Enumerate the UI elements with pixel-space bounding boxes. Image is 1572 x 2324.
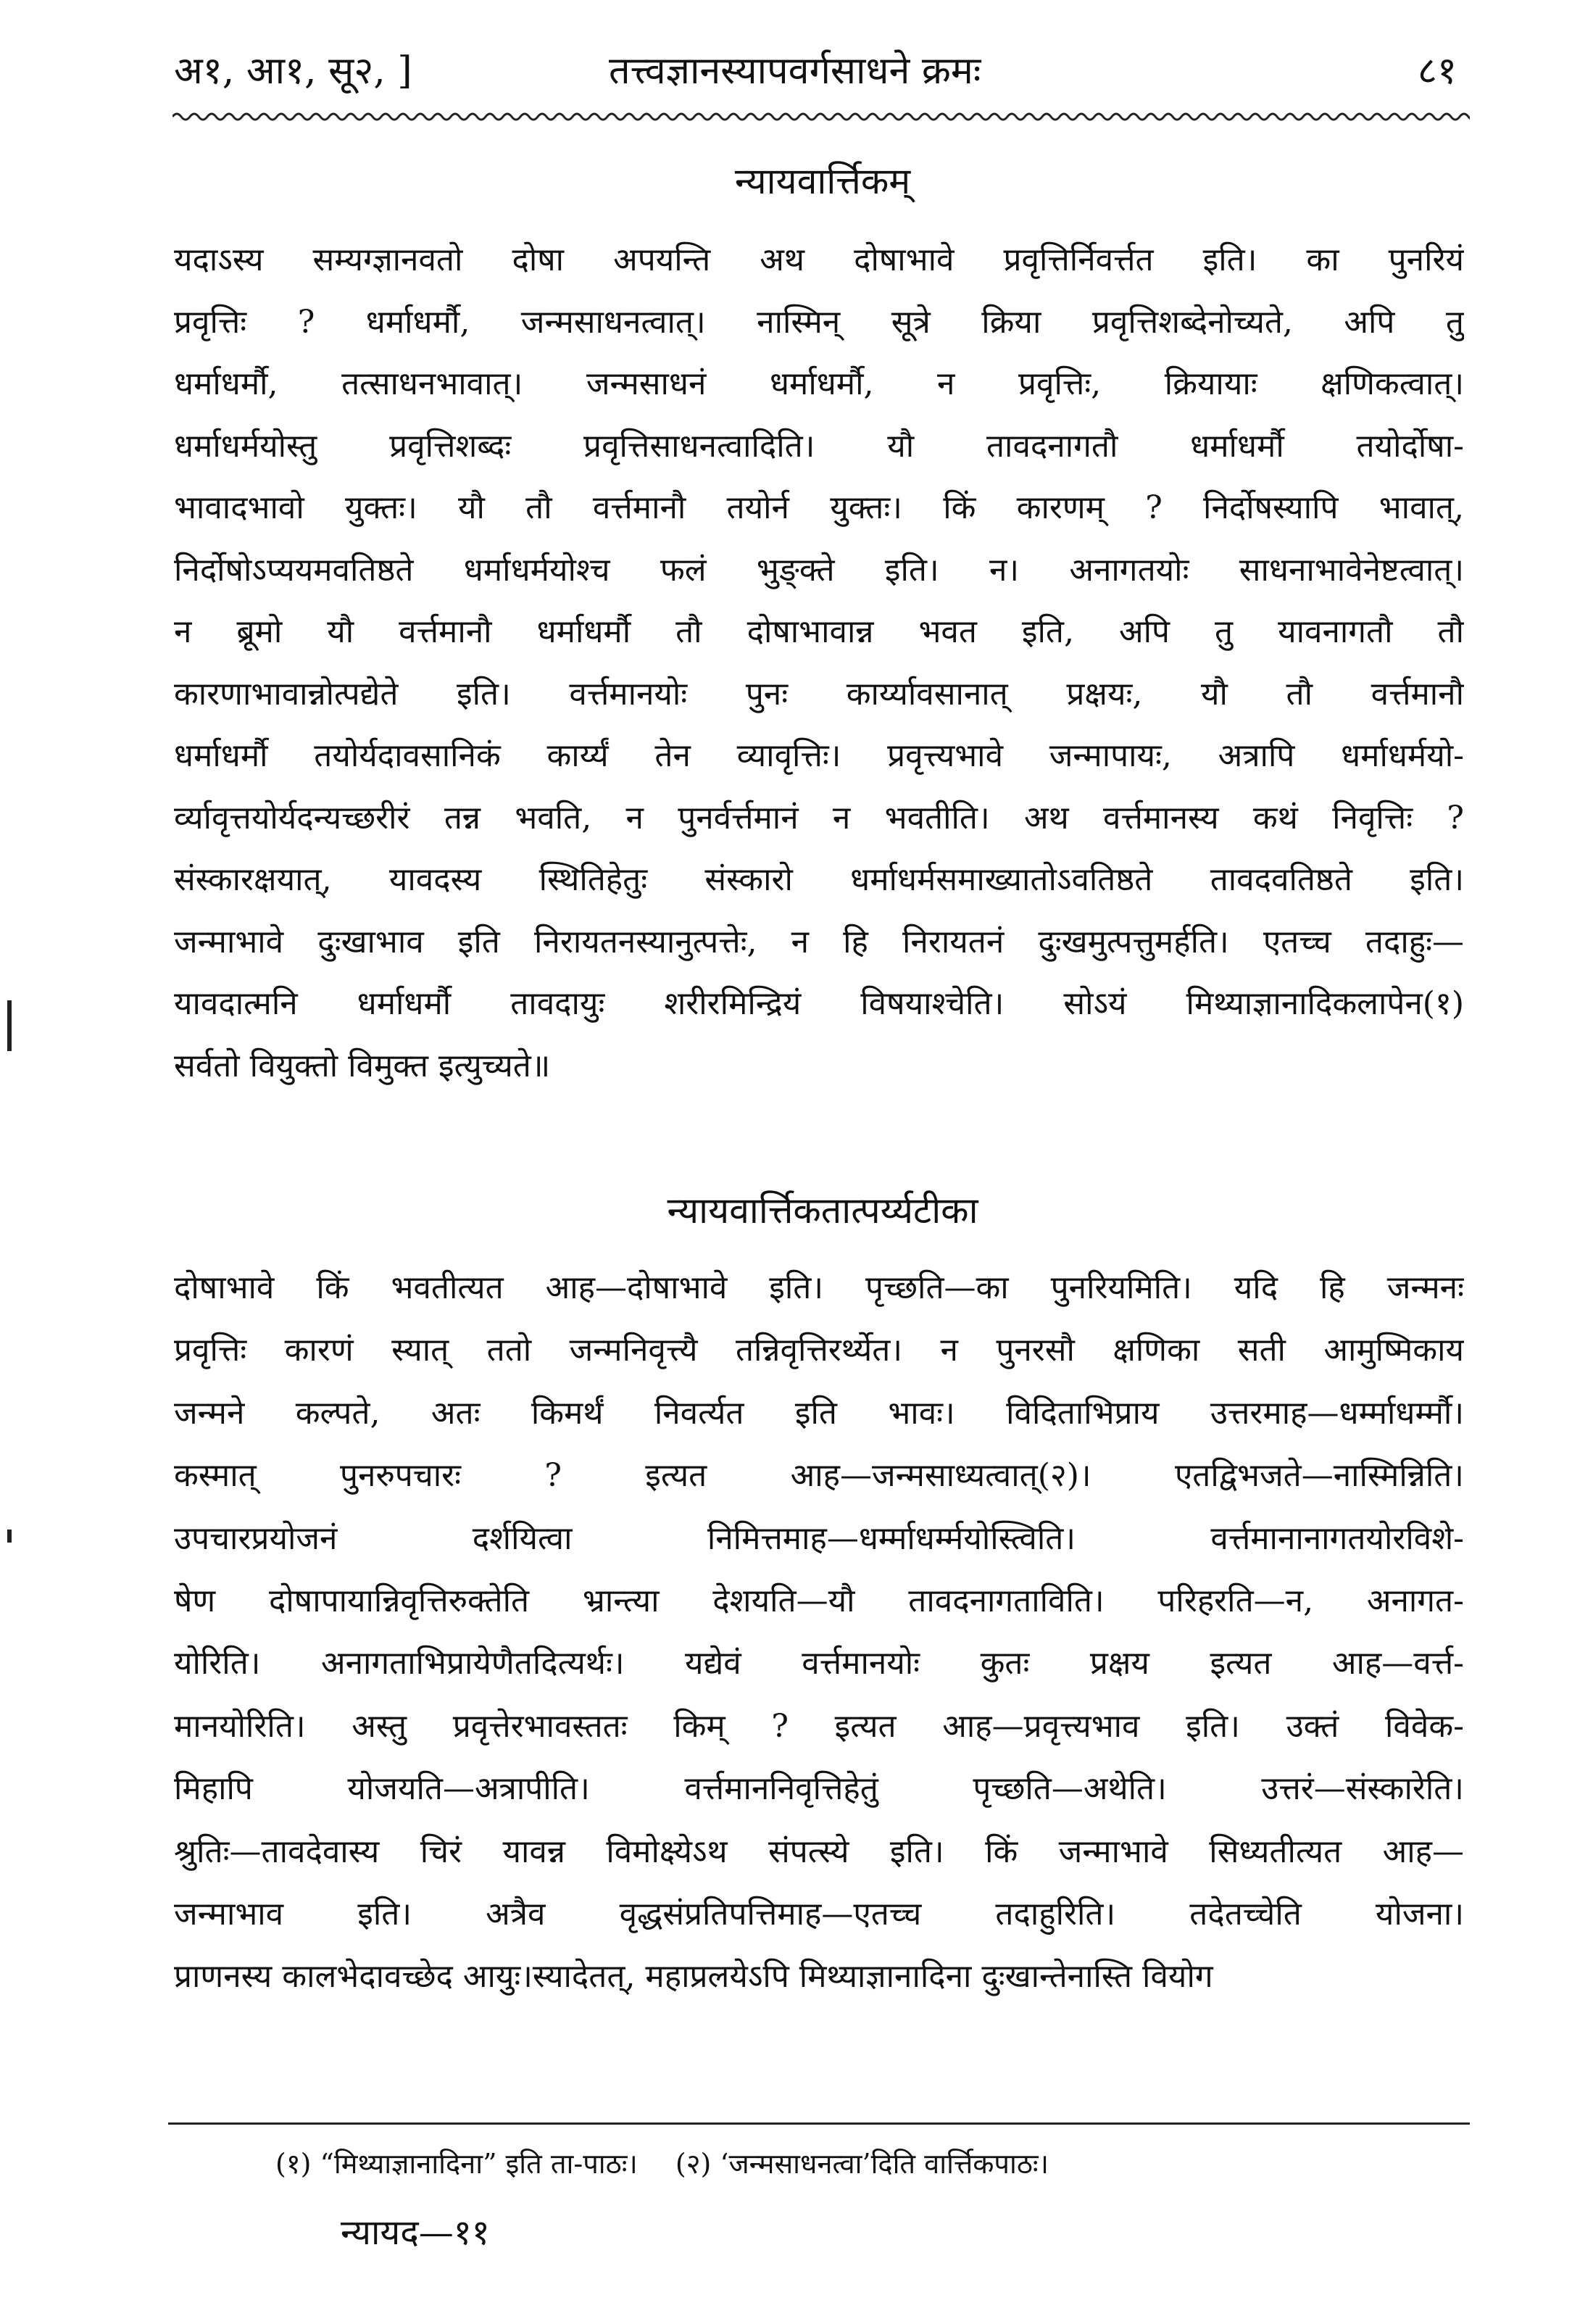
text-line: मिहापि योजयति—अत्रापीति। वर्त्तमाननिवृत्तिहेतुं पृच्छति—अथेति। उत्तरं—संस्कारेति।	[174, 1770, 1464, 1808]
text-line: उपचारप्रयोजनं दर्शयित्वा निमित्तमाह—धर्म्माधर्म्मयोस्त्विति। वर्त्तमानानागतयोरविशे-	[174, 1519, 1464, 1557]
text-line: प्रवृत्तिः कारणं स्यात् ततो जन्मनिवृत्त्यै तन्निवृत्तिरर्थ्येत। न पुनरसौ क्षणिका सती आमुष्मिकाय	[174, 1332, 1464, 1369]
text-line: न ब्रूमो यौ वर्त्तमानौ धर्माधर्मौ तौ दोषाभावान्न भवत इति, अपि तु यावनागतौ तौ	[174, 613, 1464, 650]
text-line: कारणाभावान्नोत्पद्येते इति। वर्त्तमानयोः पुनः कार्य्यावसानात् प्रक्षयः, यौ तौ वर्त्तमानौ	[174, 675, 1464, 713]
text-line: प्राणनस्य कालभेदावच्छेद आयुः।स्यादेतत्, महाप्रलयेऽपि मिथ्याज्ञानादिना दुःखान्तेनास्ति वियोग	[174, 1958, 1213, 1996]
footnote-2: (२) ‘जन्मसाधनत्वा’दिति वार्त्तिकपाठः।	[675, 2148, 1049, 2180]
section-title-tatparyatika: न्यायवार्त्तिकतात्पर्य्यटीका	[667, 1190, 978, 1232]
printer-signature: न्यायद—११	[341, 2212, 490, 2253]
nyayavarttika-text	[174, 229, 1464, 1097]
text-line: जन्माभाव इति। अत्रैव वृद्धसंप्रतिपत्तिमाह—एतच्च तदाहुरिति। तदेतच्चेति योजना।	[174, 1895, 1464, 1933]
footnote-1: (१) “मिथ्याज्ञानादिना” इति ता-पाठः।	[275, 2148, 638, 2180]
text-line: निर्दोषोऽप्ययमवतिष्ठते धर्माधर्मयोश्च फलं भुङ्क्ते इति। न। अनागतयोः साधनाभावेनेष्टत्वात्।	[174, 551, 1464, 589]
margin-mark	[7, 1530, 12, 1543]
text-line: संस्कारक्षयात्, यावदस्य स्थितिहेतुः संस्कारो धर्माधर्मसमाख्यातोऽवतिष्ठते तावदवतिष्ठते इति।	[174, 861, 1464, 898]
text-line: श्रुतिः—तावदेवास्य चिरं यावन्न विमोक्ष्येऽथ संपत्स्ये इति। किं जन्माभावे सिध्यतीत्यत आह—	[174, 1833, 1464, 1870]
text-line: जन्माभावे दुःखाभाव इति निरायतनस्यानुत्पत्तेः, न हि निरायतनं दुःखमुत्पत्तुमर्हति। एतच्च तदाहुः—	[174, 923, 1464, 960]
text-line: योरिति। अनागताभिप्रायेणैतदित्यर्थः। यद्येवं वर्त्तमानयोः कुतः प्रक्षय इत्यत आह—वर्त्त-	[174, 1645, 1464, 1682]
page-number: ८१	[1417, 49, 1457, 93]
text-line: धर्माधर्मयोस्तु प्रवृत्तिशब्दः प्रवृत्तिसाधनत्वादिति। यौ तावदनागतौ धर्माधर्मौ तयोर्दोषा-	[174, 427, 1464, 465]
text-line: सर्वतो वियुक्तो विमुक्त इत्युच्यते॥	[174, 1047, 551, 1084]
text-line: धर्माधर्मौ, तत्साधनभावात्। जन्मसाधनं धर्माधर्मौ, न प्रवृत्तिः, क्रियायाः क्षणिकत्वात्।	[174, 365, 1464, 402]
text-line: र्व्यावृत्तयोर्यदन्यच्छरीरं तन्न भवति, न पुनर्वर्त्तमानं न भवतीति। अथ वर्त्तमानस्य कथं निवृत्तिः ?	[174, 799, 1464, 837]
text-line: यदाऽस्य सम्यग्ज्ञानवतो दोषा अपयन्ति अथ दोषाभावे प्रवृत्तिर्निवर्त्तत इति। का पुनरियं	[174, 241, 1464, 278]
running-header	[174, 42, 1471, 100]
text-line: दोषाभावे किं भवतीत्यत आह—दोषाभावे इति। पृच्छति—का पुनरियमिति। यदि हि जन्मनः	[174, 1269, 1464, 1306]
section-title-nyayavarttika: न्यायवार्त्तिकम्	[734, 160, 911, 202]
text-line: प्रवृत्तिः ? धर्माधर्मौ, जन्मसाधनत्वात्। नास्मिन् सूत्रे क्रिया प्रवृत्तिशब्देनोच्यते, अपि तु	[174, 303, 1464, 341]
footnotes	[275, 2138, 1078, 2189]
text-line: मानयोरिति। अस्तु प्रवृत्तेरभावस्ततः किम् ? इत्यत आह—प्रवृत्त्यभाव इति। उक्तं विवेक-	[174, 1707, 1464, 1745]
text-line: षेण दोषापायान्निवृत्तिरुक्तेति भ्रान्त्या देशयति—यौ तावदनागताविति। परिहरति—न, अनागत-	[174, 1582, 1464, 1619]
text-line: धर्माधर्मौ तयोर्यदावसानिकं कार्य्यं तेन व्यावृत्तिः। प्रवृत्त्यभावे जन्मापायः, अत्रापि धर्माधर्मयो-	[174, 737, 1464, 774]
tatparyatika-text	[174, 1257, 1464, 2009]
text-line: भावादभावो युक्तः। यौ तौ वर्त्तमानौ तयोर्न युक्तः। किं कारणम् ? निर्दोषस्यापि भावात्,	[174, 489, 1464, 526]
text-line: कस्मात् पुनरुपचारः ? इत्यत आह—जन्मसाध्यत्वात्(२)। एतद्विभजते—नास्मिन्निति।	[174, 1457, 1464, 1495]
text-line: यावदात्मनि धर्माधर्मौ तावदायुः शरीरमिन्द्रियं विषयाश्चेति। सोऽयं मिथ्याज्ञानादिकलापेन(१)	[174, 985, 1464, 1022]
header-title: तत्त्वज्ञानस्यापवर्गसाधने क्रमः	[609, 49, 981, 93]
text-line: जन्मने कल्पते, अतः किमर्थं निवर्त्यत इति भावः। विदिताभिप्राय उत्तरमाह—धर्म्माधर्म्मौ।	[174, 1394, 1464, 1432]
header-reference: अ१, आ१, सू२, ]	[174, 49, 412, 93]
footnote-rule	[168, 2122, 1470, 2125]
wavy-rule	[172, 109, 1470, 125]
margin-mark	[7, 1000, 12, 1051]
